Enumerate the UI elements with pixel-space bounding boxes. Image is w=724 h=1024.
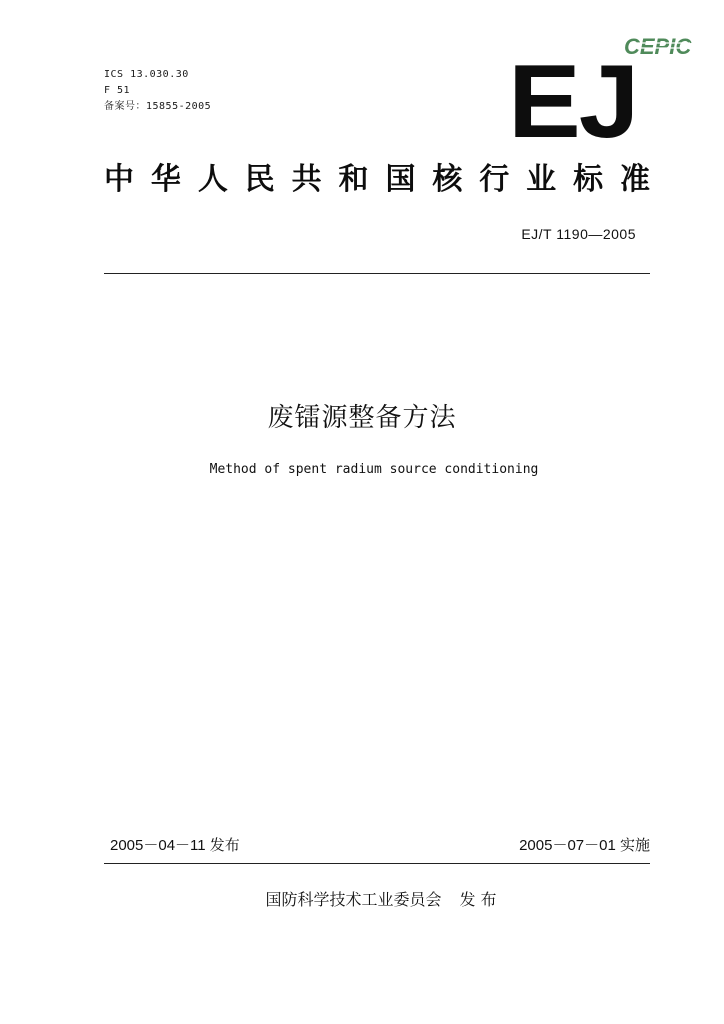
standard-title-char: 人 bbox=[197, 162, 228, 197]
ics-code: ICS 13.030.30 bbox=[104, 69, 189, 80]
classification-block bbox=[104, 67, 211, 115]
ej-standard-mark: EJ bbox=[508, 44, 638, 160]
standard-title-char: 核 bbox=[432, 162, 463, 197]
top-divider bbox=[104, 273, 650, 274]
bottom-divider bbox=[104, 863, 650, 864]
cepic-logo-text: CEPIC bbox=[624, 34, 692, 59]
standard-title-char: 标 bbox=[573, 162, 604, 197]
implementation-date: 2005－07－01 实施 bbox=[519, 837, 650, 854]
standard-title-char: 华 bbox=[150, 162, 181, 197]
document-title-en: Method of spent radium source conditioning bbox=[209, 462, 539, 477]
standard-title-char: 和 bbox=[338, 162, 369, 197]
ccs-code: F 51 bbox=[104, 85, 131, 96]
publisher-line bbox=[0, 888, 724, 912]
standard-type-title bbox=[104, 160, 650, 200]
standard-title-char: 中 bbox=[104, 162, 134, 197]
standard-title-char: 行 bbox=[479, 162, 510, 197]
publisher-action: 发 布 bbox=[459, 890, 497, 909]
standard-title-char: 国 bbox=[385, 162, 416, 197]
standard-title-char: 准 bbox=[619, 162, 650, 197]
record-number: 备案号：15855-2005 bbox=[104, 101, 212, 112]
standard-title-char: 共 bbox=[291, 162, 322, 197]
publisher-org: 国防科学技术工业委员会 bbox=[265, 890, 442, 909]
standard-title-char: 业 bbox=[526, 162, 557, 197]
document-title-cn: 废镭源整备方法 bbox=[267, 403, 457, 433]
standard-title-char: 民 bbox=[244, 162, 275, 197]
issue-date: 2005－04－11 发布 bbox=[110, 837, 240, 854]
standard-code: EJ/T 1190—2005 bbox=[521, 226, 636, 242]
